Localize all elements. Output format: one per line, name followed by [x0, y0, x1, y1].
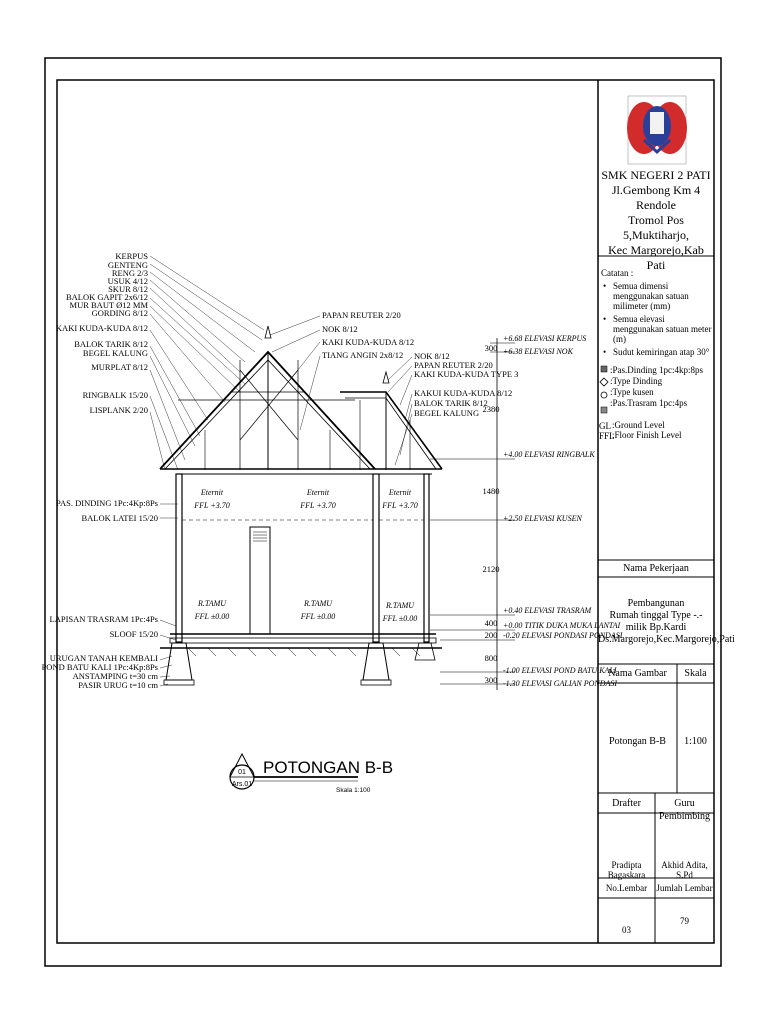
svg-text:SLOOF 15/20: SLOOF 15/20 [109, 629, 158, 639]
svg-text:PASIR URUG t=10 cm: PASIR URUG t=10 cm [78, 680, 158, 690]
svg-text:BALOK LATEI 15/20: BALOK LATEI 15/20 [81, 513, 158, 523]
svg-text:FFL +3.70: FFL +3.70 [194, 501, 230, 510]
label-gording: GORDING 8/12 [91, 308, 148, 318]
svg-text:Eternit: Eternit [388, 488, 412, 497]
svg-text:ANSTAMPING t=30 cm: ANSTAMPING t=30 cm [72, 671, 158, 681]
svg-text:FFL +3.70: FFL +3.70 [300, 501, 336, 510]
section-title: POTONGAN B-B [263, 758, 394, 777]
svg-text:R.TAMU: R.TAMU [303, 599, 333, 608]
svg-text:2120: 2120 [482, 564, 500, 574]
svg-text:NOK 8/12: NOK 8/12 [322, 324, 358, 334]
school-address-3: Kec Margorejo,Kab Pati [608, 243, 704, 272]
svg-text:2380: 2380 [482, 404, 500, 414]
type-dinding-symbol [600, 378, 608, 386]
svg-text:200: 200 [484, 630, 498, 640]
label-usuk: USUK 4/12 [107, 276, 148, 286]
svg-text:POND BATU KALI 1Pc:4Kp:8Ps: POND BATU KALI 1Pc:4Kp:8Ps [41, 662, 158, 672]
svg-text:FFL ±0.00: FFL ±0.00 [382, 614, 418, 623]
guru-name: Akhid Adita, S.Pd [661, 860, 708, 880]
svg-text:BALOK TARIK 8/12: BALOK TARIK 8/12 [414, 398, 488, 408]
drawing-scale-header: Skala [684, 668, 707, 679]
svg-text:+6.68 ELEVASI KERPUS: +6.68 ELEVASI KERPUS [503, 334, 587, 343]
label-balok-gapit: BALOK GAPIT 2x6/12 [65, 292, 148, 302]
section-ref: Ars.01 [231, 781, 253, 788]
label-kerpus: KERPUS [115, 251, 148, 261]
legend-ffl: :Floor Finish Level [612, 430, 682, 440]
label-reng: RENG 2/3 [111, 268, 148, 278]
school-address-2: Tromol Pos 5,Muktiharjo, [623, 213, 689, 242]
guru-header: Guru Pembimbing [658, 798, 711, 822]
right-roof-labels [414, 351, 518, 418]
svg-text:FFL +3.70: FFL +3.70 [382, 501, 418, 510]
notes-title: Catatan : [601, 268, 634, 278]
svg-text:400: 400 [484, 618, 498, 628]
legend-ground-level: :Ground Level [612, 420, 665, 430]
label-begel-kalung: BEGEL KALUNG [82, 348, 148, 358]
project-header: Nama Pekerjaan [623, 563, 689, 574]
svg-text:-1.00 ELEVASI POND BATU KALI: -1.00 ELEVASI POND BATU KALI [503, 666, 617, 675]
sheet-no-header: No.Lembar [605, 883, 648, 893]
svg-text:LAPISAN TRASRAM 1Pc:4Ps: LAPISAN TRASRAM 1Pc:4Ps [49, 614, 158, 624]
legend-codes: GL FFL [599, 421, 615, 441]
svg-text:-1.30 ELEVASI GALIAN PONDASI: -1.30 ELEVASI GALIAN PONDASI [503, 679, 618, 688]
svg-text:PAS. DINDING 1Pc:4Kp:8Ps: PAS. DINDING 1Pc:4Kp:8Ps [56, 498, 158, 508]
svg-text:+4.00 ELEVASI RINGBALK: +4.00 ELEVASI RINGBALK [503, 450, 595, 459]
label-mur-baut: MUR BAUT Ø12 MM [69, 300, 148, 310]
svg-text:+6.38 ELEVASI NOK: +6.38 ELEVASI NOK [503, 347, 573, 356]
legend-block [610, 365, 714, 408]
pas-dinding-symbol [601, 366, 607, 372]
label-genteng: GENTENG [107, 260, 148, 270]
svg-text:300: 300 [484, 343, 498, 353]
legend-type-kusen: :Type kusen [610, 387, 654, 397]
school-info [598, 168, 714, 273]
school-name: SMK NEGERI 2 PATI [601, 168, 711, 182]
svg-text:-0.20 ELEVASI PONDASI PONDASI: -0.20 ELEVASI PONDASI PONDASI [503, 631, 623, 640]
section-scale: Skala 1:100 [336, 787, 371, 794]
sheet-total-header: Jumlah Lembar [656, 883, 713, 893]
room-labels [193, 488, 417, 623]
svg-text:KAKI KUDA-KUDA 8/12: KAKI KUDA-KUDA 8/12 [322, 337, 415, 347]
label-kaki-kuda: KAKI KUDA-KUDA 8/12 [55, 323, 148, 333]
svg-text:R.TAMU: R.TAMU [197, 599, 227, 608]
label-murplat: MURPLAT 8/12 [91, 362, 148, 372]
svg-text:NOK 8/12: NOK 8/12 [414, 351, 450, 361]
svg-text:Eternit: Eternit [306, 488, 330, 497]
sheet-no: 03 [622, 925, 631, 935]
school-logo [627, 96, 687, 164]
svg-text:TIANG ANGIN 2x8/12: TIANG ANGIN 2x8/12 [322, 350, 404, 360]
label-ringbalk: RINGBALK 15/20 [82, 390, 148, 400]
note-item: • Semua dimensi menggunakan satuan milimeter (mm) [603, 281, 689, 311]
section-number: 01 [238, 769, 246, 776]
notes-block [601, 268, 713, 357]
svg-text:KAKI KUDA-KUDA TYPE 3: KAKI KUDA-KUDA TYPE 3 [414, 369, 519, 379]
sheet-total: 79 [680, 916, 689, 926]
svg-text:URUGAN TANAH KEMBALI: URUGAN TANAH KEMBALI [49, 653, 158, 663]
svg-text:BEGEL KALUNG: BEGEL KALUNG [414, 408, 480, 418]
svg-text:FFL ±0.00: FFL ±0.00 [194, 612, 230, 621]
school-address-1: Jl.Gembong Km 4 Rendole [611, 183, 701, 212]
label-skur: SKUR 8/12 [108, 284, 148, 294]
drawing-scale: 1:100 [684, 736, 707, 747]
note-item: • Sudut kemiringan atap 30° [603, 347, 710, 357]
legend-type-dinding: :Type Dinding [610, 376, 663, 386]
drawing-name-header: Nama Gambar [608, 668, 667, 679]
note-item: • Semua elevasi menggunakan satuan meter (m) [603, 314, 712, 344]
legend-pas-trasram: :Pas.Trasram 1pc:4ps [610, 398, 688, 408]
svg-text:KAKUI KUDA-KUDA 8/12: KAKUI KUDA-KUDA 8/12 [414, 388, 513, 398]
svg-text:1480: 1480 [482, 486, 500, 496]
left-lower-labels [42, 498, 159, 690]
label-lisplank: LISPLANK 2/20 [89, 405, 148, 415]
svg-text:PAPAN REUTER 2/20: PAPAN REUTER 2/20 [322, 310, 401, 320]
drafter-name: Pradipta Bagaskara [607, 860, 646, 880]
svg-text:800: 800 [484, 653, 498, 663]
drafter-header: Drafter [612, 798, 641, 809]
type-kusen-symbol [601, 392, 607, 398]
svg-text:300: 300 [484, 675, 498, 685]
label-balok-tarik: BALOK TARIK 8/12 [74, 339, 148, 349]
mid-roof-labels [322, 310, 414, 360]
drawing-name: Potongan B-B [609, 736, 666, 747]
section-drawing [150, 256, 515, 789]
svg-text:FFL ±0.00: FFL ±0.00 [300, 612, 336, 621]
svg-text:Eternit: Eternit [200, 488, 224, 497]
project-info: Pembangunan Rumah tinggal Type -.- milik Bp.Kardi Ds.Margorejo,Kec.Margorejo,Pati [598, 598, 735, 645]
left-roof-labels [56, 251, 149, 415]
legend-levels [612, 420, 714, 440]
svg-text:PAPAN REUTER 2/20: PAPAN REUTER 2/20 [414, 360, 493, 370]
legend-pas-dinding: :Pas.Dinding 1pc:4kp:8ps [610, 365, 704, 375]
svg-text:+0.00 TITIK DUKA MUKA LANTAI: +0.00 TITIK DUKA MUKA LANTAI [503, 621, 621, 630]
svg-text:R.TAMU: R.TAMU [385, 601, 415, 610]
svg-text:+2.50 ELEVASI KUSEN: +2.50 ELEVASI KUSEN [503, 514, 582, 523]
svg-text:+0.40 ELEVASI TRASRAM: +0.40 ELEVASI TRASRAM [503, 606, 592, 615]
